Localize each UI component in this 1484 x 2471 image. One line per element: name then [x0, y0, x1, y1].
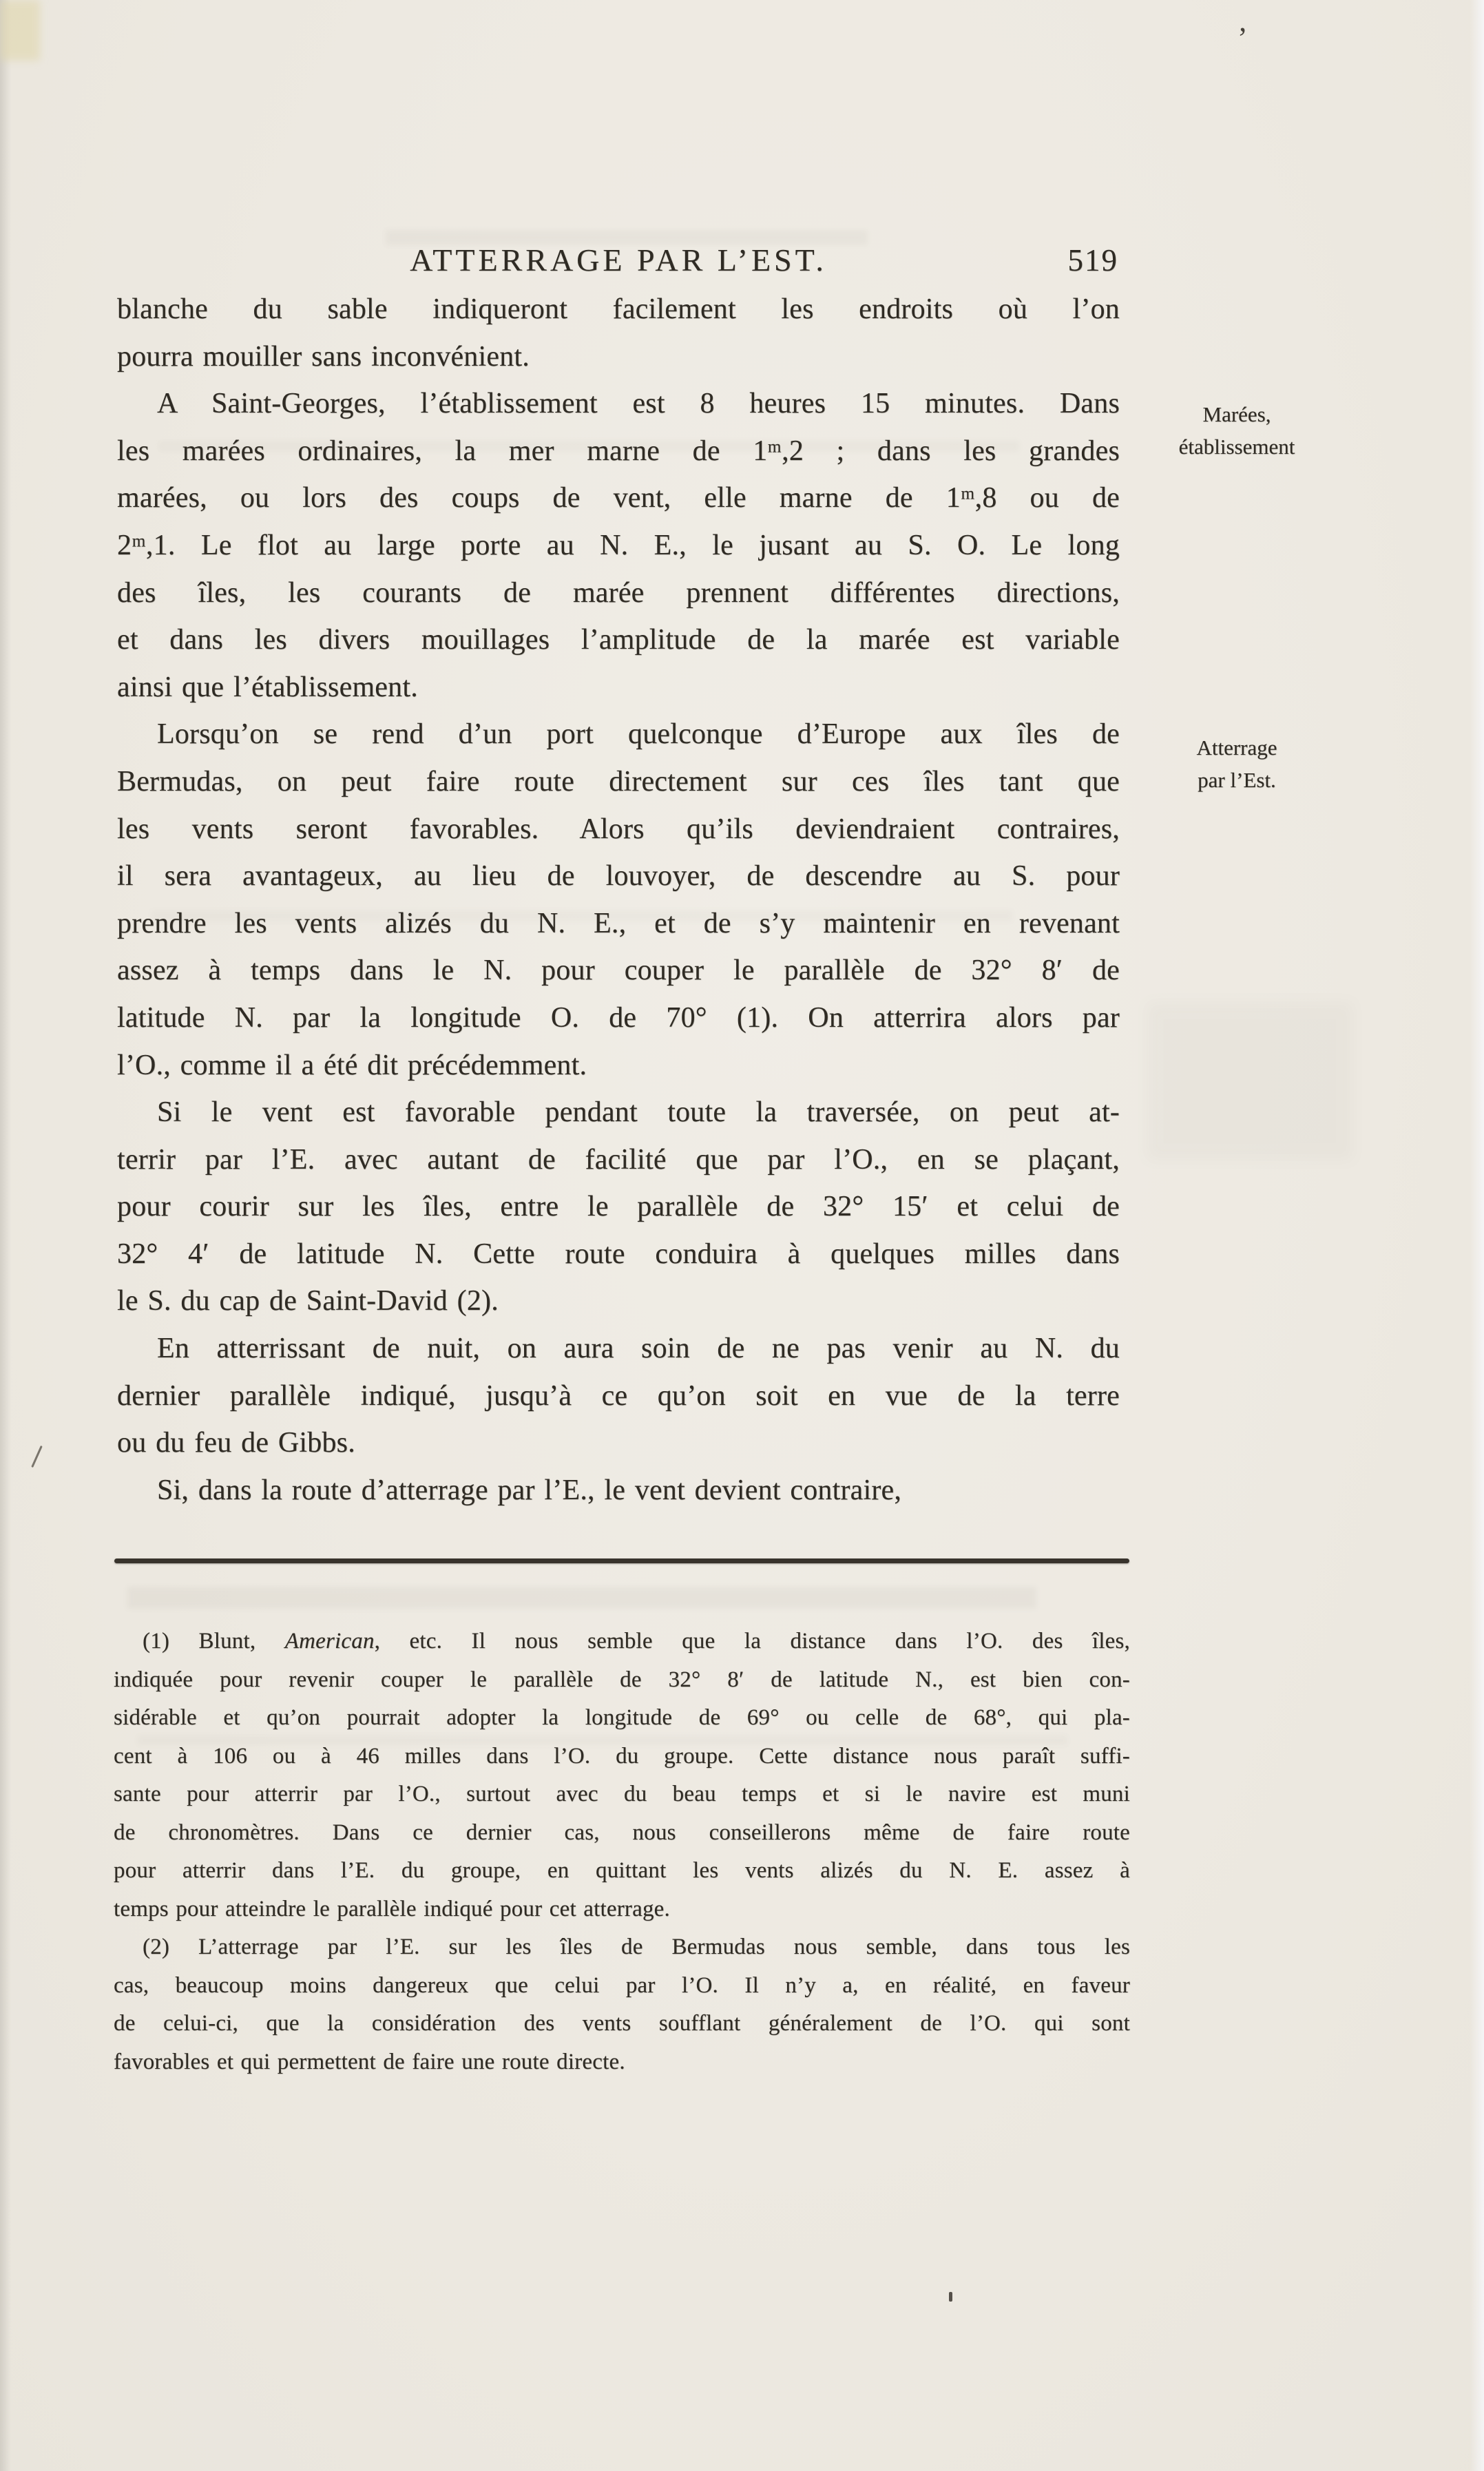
body-text-line: terrir par l’E. avec autant de facilité que par l’O., en se plaçant,	[117, 1143, 1120, 1176]
page-header-title: ATTERRAGE PAR L’EST.	[410, 242, 827, 278]
bleedthrough-blot	[1147, 1002, 1353, 1160]
body-text-line: Si le vent est favorable pendant toute la traversée, on peut at-	[157, 1096, 1120, 1129]
footnote-line	[114, 1775, 1130, 1814]
body-text-line: ainsi que l’établissement.	[117, 671, 418, 703]
footnotes-block	[114, 1623, 1130, 2081]
footnote-text: , etc. Il nous semble que la distance dans l’O. des îles,	[374, 1629, 1131, 1654]
page-number: 519	[1067, 243, 1118, 278]
body-text-line: le S. du cap de Saint-David (2).	[117, 1285, 499, 1317]
footnote-text: indiquée pour revenir couper le parallèle de 32° 8′ de latitude N., est bien con-	[114, 1667, 1130, 1692]
body-text-line: marées, ou lors des coups de vent, elle marne de 1ᵐ,8 ou de	[117, 482, 1120, 514]
footnote-line	[114, 1623, 1130, 1661]
footnote-text: de chronomètres. Dans ce dernier cas, nous conseillerons même de faire route	[114, 1820, 1130, 1845]
footnote-text: cent à 106 ou à 46 milles dans l’O. du groupe. Cette distance nous paraît suffi-	[114, 1743, 1130, 1769]
footnote-text: cas, beaucoup moins dangereux que celui par l’O. Il n’y a, en réalité, en faveur	[114, 1972, 1130, 1998]
body-text-line: les vents seront favorables. Alors qu’ils deviendraient contraires,	[117, 813, 1120, 845]
margin-note-line: Marées,	[1202, 402, 1271, 426]
margin-note-line: Atterrage	[1196, 736, 1277, 760]
footnote-italic-text: American	[284, 1629, 375, 1654]
body-text-line: pour courir sur les îles, entre le parallèle de 32° 15′ et celui de	[117, 1191, 1120, 1223]
margin-note-line: établissement	[1178, 435, 1295, 459]
body-text-line: Bermudas, on peut faire route directement sur ces îles tant que	[117, 765, 1120, 797]
footnote-separator-rule	[114, 1558, 1129, 1563]
body-text-line: pourra mouiller sans inconvénient.	[117, 340, 530, 373]
scan-left-edge-shadow	[0, 0, 11, 2471]
body-text-line: Lorsqu’on se rend d’un port quelconque d’Europe aux îles de	[157, 718, 1120, 751]
stray-ink-mark: ʼ	[1237, 21, 1248, 55]
body-text-line: dernier parallèle indiqué, jusqu’à ce qu’on soit en vue de la terre	[117, 1379, 1120, 1412]
footnote-line	[114, 2043, 1130, 2082]
running-header	[117, 242, 1120, 281]
footnote-line	[114, 1738, 1130, 1776]
margin-note-landfall-by-east	[1151, 731, 1322, 796]
footnote-line	[114, 2005, 1130, 2043]
scan-right-edge-highlight	[1470, 0, 1484, 2471]
footnote-text: (1) Blunt,	[143, 1629, 285, 1654]
body-text-line: il sera avantageux, au lieu de louvoyer, de descendre au S. pour	[117, 860, 1120, 893]
footnote-text: sante pour atterrir par l’O., surtout avec du beau temps et si le navire est muni	[114, 1782, 1130, 1806]
body-text-line: latitude N. par la longitude O. de 70° (1). On atterrira alors par	[117, 1001, 1120, 1034]
margin-note-line: par l’Est.	[1198, 768, 1276, 792]
body-text-line: les marées ordinaires, la mer marne de 1ᵐ,2 ; dans les grandes	[117, 435, 1120, 467]
body-text-line: 32° 4′ de latitude N. Cette route conduira à quelques milles dans	[117, 1238, 1120, 1270]
footnote-line	[114, 1928, 1130, 1967]
footnote-text: sidérable et qu’on pourrait adopter la longitude de 69° ou celle de 68°, qui pla-	[114, 1705, 1130, 1730]
footnote-line	[114, 1814, 1130, 1853]
footnote-text: de celui-ci, que la considération des vents soufflant généralement de l’O. qui sont	[114, 2011, 1130, 2036]
bleedthrough-band	[127, 1587, 1036, 1609]
footnote-text: temps pour atteindre le parallèle indiqué pour cet atterrage.	[114, 1896, 670, 1921]
body-text-line: assez à temps dans le N. pour couper le parallèle de 32° 8′ de	[117, 955, 1120, 987]
body-text-line: A Saint-Georges, l’établissement est 8 heures 15 minutes. Dans	[157, 388, 1120, 420]
body-text-line: En atterrissant de nuit, on aura soin de ne pas venir au N. du	[157, 1333, 1120, 1365]
body-text-line: et dans les divers mouillages l’amplitude de la marée est variable	[117, 624, 1120, 656]
stray-ink-mark	[31, 1446, 43, 1468]
margin-note-tides-establishment	[1151, 398, 1322, 463]
footnote-line	[114, 1967, 1130, 2005]
footnote-text: pour atterrir dans l’E. du groupe, en quittant les vents alizés du N. E. assez à	[114, 1858, 1130, 1883]
body-text-line: 2ᵐ,1. Le flot au large porte au N. E., le jusant au S. O. Le long	[117, 529, 1120, 561]
footnote-line	[114, 1852, 1130, 1890]
body-text-line: prendre les vents alizés du N. E., et de s’y maintenir en revenant	[117, 907, 1120, 939]
footnote-line	[114, 1699, 1130, 1738]
footnote-text: (2) L’atterrage par l’E. sur les îles de Bermudas nous semble, dans tous les	[143, 1935, 1130, 1959]
footnote-line	[114, 1661, 1130, 1700]
footnote-line	[114, 1890, 1130, 1929]
stray-ink-mark	[949, 2292, 952, 2302]
body-text-line: des îles, les courants de marée prennent différentes directions,	[117, 576, 1120, 609]
body-text-line: ou du feu de Gibbs.	[117, 1427, 355, 1459]
footnote-text: favorables et qui permettent de faire une route directe.	[114, 2049, 625, 2074]
body-text-line: Si, dans la route d’atterrage par l’E., le vent devient contraire,	[157, 1474, 902, 1506]
scan-corner-stain	[0, 0, 40, 61]
body-text-line: l’O., comme il a été dit précédemment.	[117, 1049, 587, 1081]
body-text-block	[117, 286, 1120, 1514]
body-text-line: blanche du sable indiqueront facilement les endroits où l’on	[117, 293, 1120, 325]
